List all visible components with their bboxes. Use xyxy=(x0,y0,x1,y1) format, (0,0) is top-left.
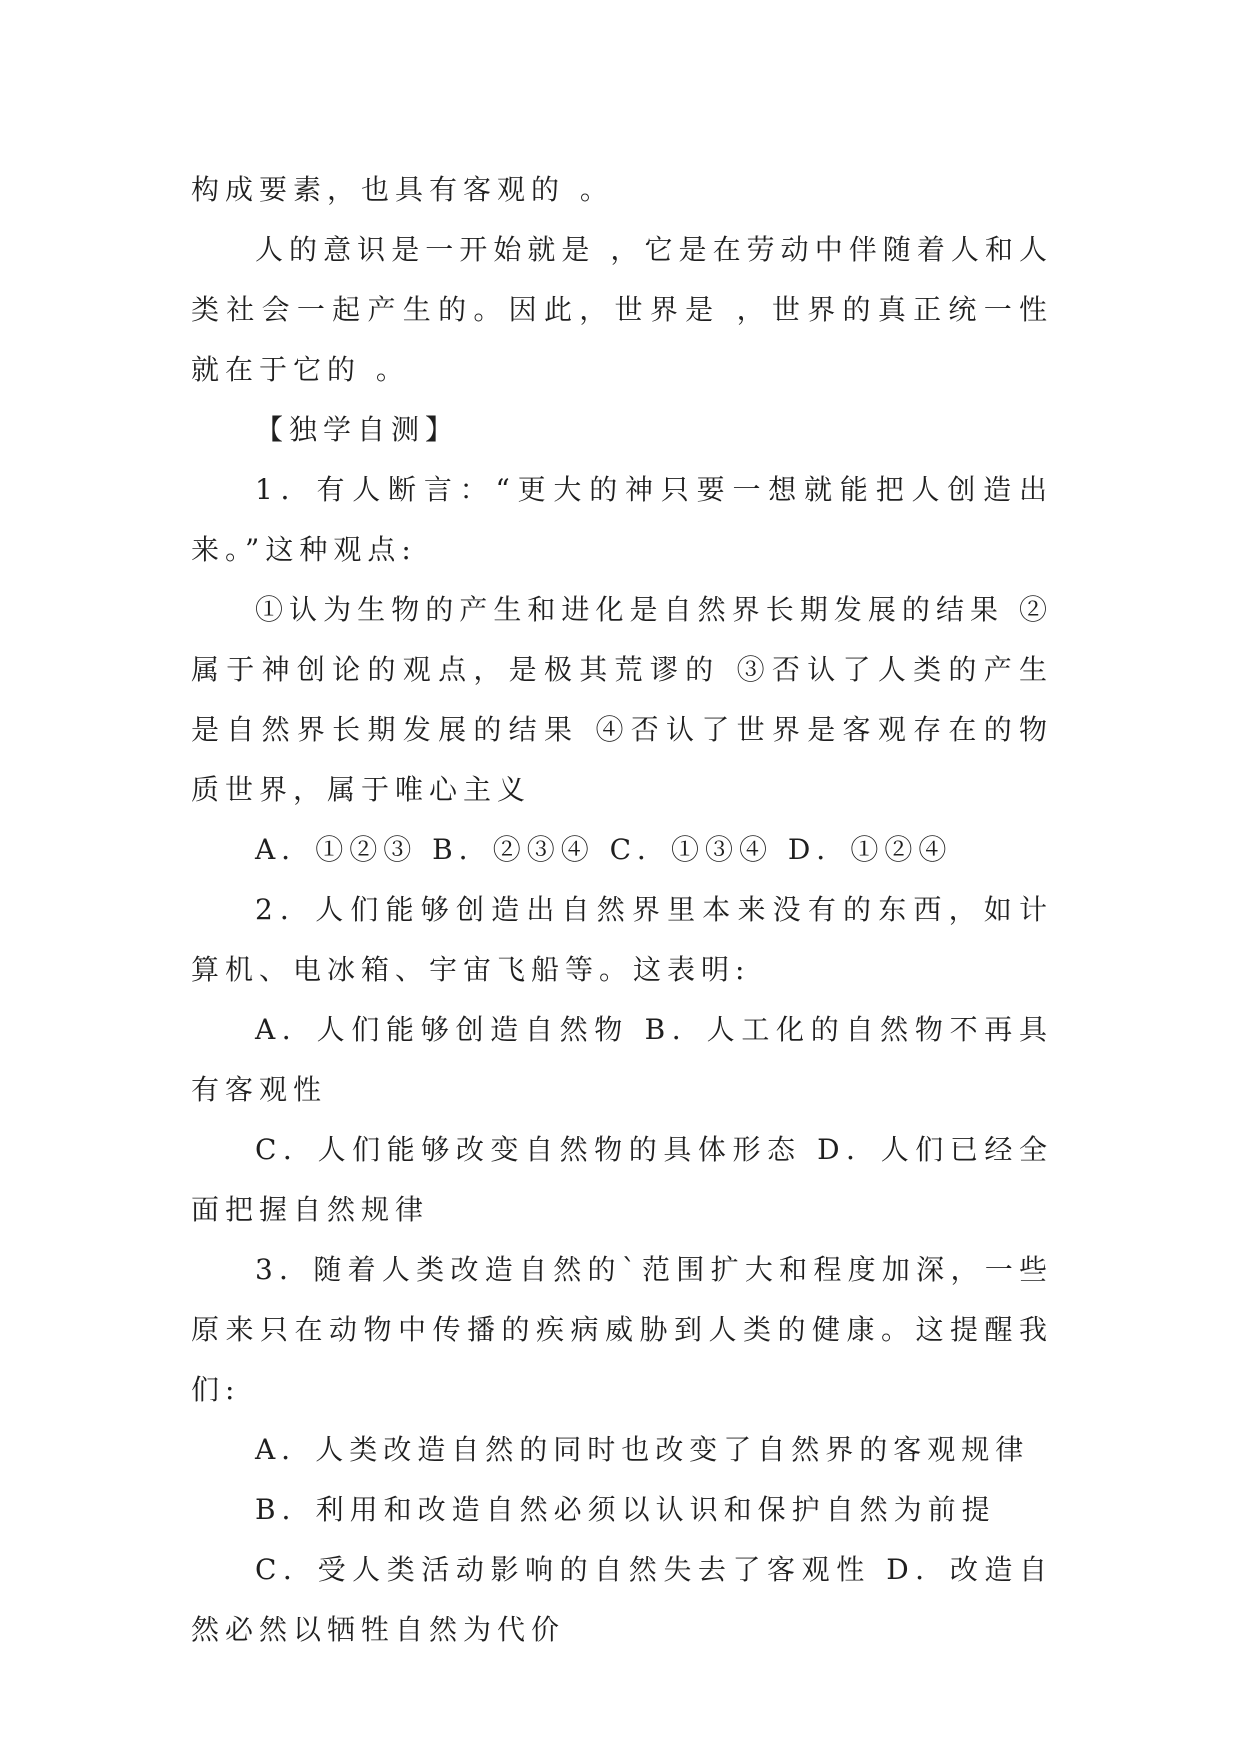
document-page xyxy=(191,160,1053,1660)
question-3-options-cd: C．受人类活动影响的自然失去了客观性 D．改造自然必然以牺牲自然为代价 xyxy=(191,1553,1053,1646)
question-3-option-b: B．利用和改造自然必须以认识和保护自然为前提 xyxy=(255,1493,996,1526)
question-1-options: A．①②③ B．②③④ C．①③④ D．①②④ xyxy=(255,833,953,866)
question-2-options-ab: A．人们能够创造自然物 B．人工化的自然物不再具有客观性 xyxy=(191,1013,1053,1106)
consciousness-paragraph: 人的意识是一开始就是 ，它是在劳动中伴随着人和人类社会一起产生的。因此，世界是 ，世界的真正统一性就在于它的 。 xyxy=(191,233,1053,386)
continuation-paragraph: 构成要素，也具有客观的 。 xyxy=(191,173,614,206)
question-1-stem: 1．有人断言：“更大的神只要一想就能把人创造出来。”这种观点: xyxy=(191,473,1053,566)
question-3-stem: 3．随着人类改造自然的`范围扩大和程度加深，一些原来只在动物中传播的疾病威胁到人类的健康。这提醒我们: xyxy=(191,1253,1053,1406)
question-2-stem: 2．人们能够创造出自然界里本来没有的东西，如计算机、电冰箱、宇宙飞船等。这表明: xyxy=(191,893,1053,986)
question-1-statements: ①认为生物的产生和进化是自然界长期发展的结果 ②属于神创论的观点，是极其荒谬的 ③否认了人类的产生是自然界长期发展的结果 ④否认了世界是客观存在的物质世界，属于唯心主义 xyxy=(191,593,1053,806)
section-heading: 【独学自测】 xyxy=(255,413,460,446)
question-2-options-cd: C．人们能够改变自然物的具体形态 D．人们已经全面把握自然规律 xyxy=(191,1133,1053,1226)
question-3-option-a: A．人类改造自然的同时也改变了自然界的客观规律 xyxy=(255,1433,1030,1466)
